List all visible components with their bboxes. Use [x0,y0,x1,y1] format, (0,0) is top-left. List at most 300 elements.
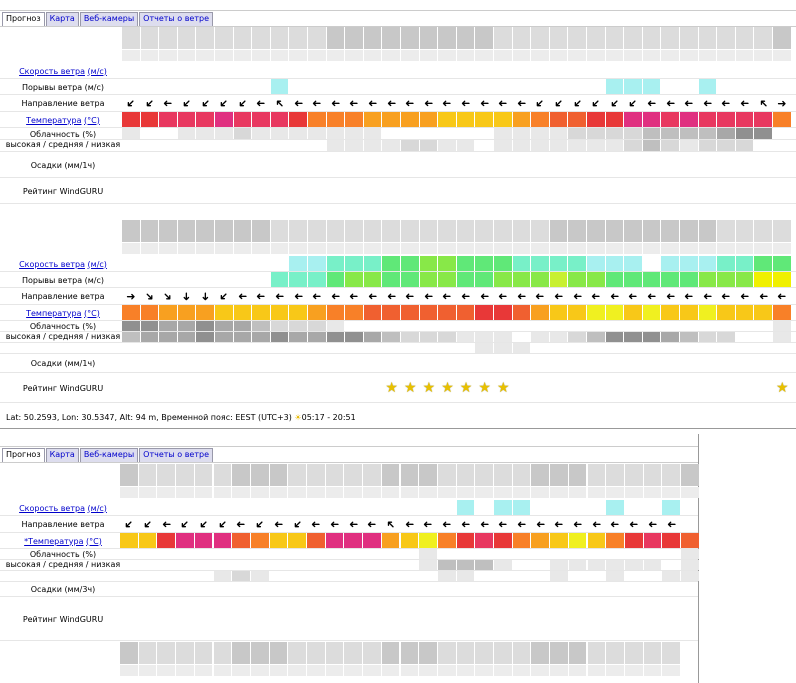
wrf2-unit-link-temp[interactable]: (°C) [84,308,100,318]
wrf1-temp-cell [196,112,214,127]
forecast-day [215,220,233,231]
forecast-date [606,653,624,664]
wrf1-cloud2-cell [736,140,754,151]
gfs1-cloud2-cell [195,560,213,570]
gfs1-wind-cell [139,500,157,515]
wind-direction-arrow-icon [196,288,214,305]
forecast-hour [176,487,194,498]
wrf1-cloud2-cell [699,140,717,151]
wrf1-cloud1-cell [122,128,140,139]
wind-direction-arrow-icon [587,95,605,112]
arrow-glyph: ➜ [236,518,246,531]
wrf1-wind-cell [494,63,512,78]
wind-direction-arrow-icon [699,288,717,305]
tab-forecast[interactable]: Прогноз [2,448,45,462]
forecast-date [288,653,306,664]
wrf2-cloud1-cell [289,321,307,331]
forecast-hour [122,243,140,254]
arrow-glyph: ➜ [498,97,508,110]
wind-direction-arrow-icon [606,95,624,112]
tab-map[interactable]: Карта [46,12,79,26]
forecast-hour [531,665,549,676]
arrow-glyph: ➜ [702,290,712,303]
wrf1-wind-cell [717,63,735,78]
wrf2-cloud2-cell [327,332,345,342]
forecast-date [326,653,344,664]
forecast-date [550,38,568,49]
wrf2-temp-cell [141,305,159,320]
wrf2-temp-cell [568,305,586,320]
arrow-glyph: ➜ [386,290,396,303]
wind-direction-arrow-icon [401,288,419,305]
gfs1-temp-cell [176,533,194,548]
forecast-day [196,27,214,38]
forecast-day [196,220,214,231]
forecast-day [513,464,531,475]
gfs1-cloud3-cell [251,571,269,581]
forecast-hour [531,50,549,61]
wind-direction-arrow-icon [120,516,138,533]
forecast-day [531,27,549,38]
forecast-date [587,231,605,242]
gfs1-cloud1-cell [176,549,194,559]
wrf2-gusts-cell [178,272,196,287]
forecast-hour [401,243,419,254]
wrf1-gusts-cell [401,79,419,94]
wrf2-gusts-cell [606,272,624,287]
arrow-glyph: ➜ [234,95,251,112]
wrf1-temp-cell [308,112,326,127]
arrow-glyph: ➜ [629,518,639,531]
forecast-day [513,642,531,653]
forecast-hour [717,243,735,254]
gfs1-temp-cell [513,533,531,548]
tab-webcams[interactable]: Веб-камеры [80,448,138,462]
wrf1-cloud1-cell [215,128,233,139]
tab-reports[interactable]: Отчеты о ветре [139,12,213,26]
forecast-hour [457,243,475,254]
forecast-hour [420,50,438,61]
wrf2-cloud1-cell [327,321,345,331]
wrf1-cloud1-cell [699,128,717,139]
forecast-date [438,38,456,49]
wrf1-cloud2-cell [234,140,252,151]
arrow-glyph: ➜ [665,97,675,110]
wrf1-gusts-cell [271,79,289,94]
arrow-glyph: ➜ [572,290,582,303]
forecast-hour [644,487,662,498]
gfs1-temp-cell [401,533,419,548]
forecast-hour [401,487,419,498]
forecast-date [606,475,624,486]
wrf2-gusts-cell [475,272,493,287]
wrf2-temp-cell [475,305,493,320]
wrf2-wind-cell [382,256,400,271]
forecast-hour [662,665,680,676]
arrow-glyph: ➜ [271,95,288,112]
gfs1-cloud1-cell [363,549,381,559]
wrf2-cloud1-cell [401,321,419,331]
wrf2-wind-cell [401,256,419,271]
wrf2-wind-cell [234,256,252,271]
wrf2-gusts-cell [364,272,382,287]
gfs1-label-link-temp[interactable]: *Температура [24,536,84,546]
gfs1-cloud2-cell [288,560,306,570]
wrf2-temp-cell [661,305,679,320]
wind-direction-arrow-icon [569,516,587,533]
gfs1-label-precip: Осадки (мм/3ч) [30,585,96,594]
forecast-day [215,27,233,38]
wrf2-wind-cell [699,256,717,271]
forecast-hour [587,50,605,61]
forecast-date [717,231,735,242]
wrf1-gusts-cell [215,79,233,94]
wrf1-gusts-cell [661,79,679,94]
forecast-date [232,653,250,664]
wrf1-gusts-cell [568,79,586,94]
tab-map[interactable]: Карта [46,448,79,462]
forecast-day [625,642,643,653]
wrf2-cloud3-cell [773,343,791,353]
wrf2-temp-cell [401,305,419,320]
wrf2-wind-cell [159,256,177,271]
forecast-day [178,220,196,231]
gfs1-cloud3-cell [214,571,232,581]
gfs1-wind-cell [494,500,512,515]
wind-direction-arrow-icon [438,516,456,533]
forecast-hour [438,487,456,498]
forecast-date [159,231,177,242]
wrf2-wind-cell [717,256,735,271]
forecast-date [625,653,643,664]
wind-direction-arrow-icon [457,288,475,305]
wrf2-gusts-cell [196,272,214,287]
wrf2-cloud2-cell [196,332,214,342]
wrf2-label-link-temp[interactable]: Температура [26,308,82,318]
forecast-hour [120,487,138,498]
forecast-day [680,220,698,231]
wind-direction-arrow-icon [327,288,345,305]
wrf2-gusts-cell [345,272,363,287]
forecast-day [494,220,512,231]
gfs1-cloud3-cell [625,571,643,581]
wrf1-cloud1-cell [754,128,772,139]
wrf2-label-precip: Осадки (мм/1ч) [30,359,96,368]
wrf2-cloud3-cell [215,343,233,353]
wrf2-wind-cell [587,256,605,271]
arrow-glyph: ➜ [777,290,787,303]
arrow-glyph: ➜ [122,95,139,112]
forecast-day [438,220,456,231]
wrf2-cloud3-cell [680,343,698,353]
wrf2-cloud3-cell [587,343,605,353]
wrf2-wind-cell [661,256,679,271]
wind-direction-arrow-icon [754,288,772,305]
wind-direction-arrow-icon [736,288,754,305]
forecast-day [457,220,475,231]
wrf1-gusts-cell [699,79,717,94]
wrf1-cloud2-cell [327,140,345,151]
wrf2-cloud2-cell [364,332,382,342]
wrf1-gusts-cell [141,79,159,94]
wrf2-cloud3-cell [754,343,772,353]
wrf2-cloud2-cell [699,332,717,342]
gfs1-cloud2-cell [550,560,568,570]
forecast-hour [699,243,717,254]
wrf2-cloud2-cell [345,332,363,342]
wrf2-temp-cell [196,305,214,320]
forecast-date [214,475,232,486]
wrf2-cloud1-cell [568,321,586,331]
forecast-date [550,231,568,242]
forecast-hour [513,665,531,676]
arrow-glyph: ➜ [367,290,378,303]
gfs1-label-link-wind[interactable]: Скорость ветра [19,503,85,513]
forecast-day [141,27,159,38]
forecast-hour [122,50,140,61]
wrf1-wind-cell [550,63,568,78]
wrf2-wind-cell [643,256,661,271]
forecast-date [289,38,307,49]
wrf1-gusts-cell [420,79,438,94]
arrow-glyph: ➜ [404,518,414,531]
arrow-glyph: ➜ [591,290,601,303]
arrow-glyph: ➜ [273,518,284,531]
forecast-hour [475,487,493,498]
gfs1-temp-cell [251,533,269,548]
wrf1-cloud1-cell [717,128,735,139]
wrf1-gusts-cell [773,79,791,94]
wind-direction-arrow-icon [214,516,232,533]
forecast-hour [419,665,437,676]
wind-direction-arrow-icon [196,95,214,112]
wrf1-label-link-temp[interactable]: Температура [26,115,82,125]
forecast-hour [661,243,679,254]
wrf2-unit-link-wind[interactable]: (м/с) [87,259,107,269]
wind-direction-arrow-icon [773,288,791,305]
wrf2-cloud3-cell [513,343,531,353]
wind-direction-arrow-icon [661,288,679,305]
forecast-day [288,464,306,475]
arrow-glyph: ➜ [532,95,548,112]
wind-direction-arrow-icon [717,95,735,112]
wrf2-temp-cell [271,305,289,320]
tab-reports[interactable]: Отчеты о ветре [139,448,213,462]
forecast-day [159,220,177,231]
forecast-date [251,475,269,486]
arrow-glyph: ➜ [684,290,694,303]
wrf1-wind-cell [513,63,531,78]
wrf1-temp-cell [438,112,456,127]
wrf1-temp-cell [141,112,159,127]
forecast-day [195,642,213,653]
arrow-glyph: ➜ [197,95,214,112]
arrow-glyph: ➜ [312,97,322,110]
wind-direction-arrow-icon [251,516,269,533]
wrf2-gusts-cell [271,272,289,287]
forecast-day [550,27,568,38]
forecast-hour [606,665,624,676]
arrow-glyph: ➜ [349,290,359,303]
wind-direction-arrow-icon [215,95,233,112]
forecast-day [475,464,493,475]
gfs1-cloud3-cell [382,571,400,581]
arrow-glyph: ➜ [161,518,171,531]
wrf2-cloud1-cell [308,321,326,331]
forecast-day [271,27,289,38]
wrf2-cloud1-cell [494,321,512,331]
wind-direction-arrow-icon [531,95,549,112]
gfs1-cloud1-cell [344,549,362,559]
tab-webcams[interactable]: Веб-камеры [80,12,138,26]
wrf2-cloud3-cell [141,343,159,353]
wrf1-gusts-cell [606,79,624,94]
forecast-day [681,464,699,475]
forecast-day [606,220,624,231]
wind-direction-arrow-icon [550,95,568,112]
gfs1-temp-cell [288,533,306,548]
wrf1-cloud1-cell [513,128,531,139]
forecast-date [531,38,549,49]
gfs1-temp-cell [307,533,325,548]
wrf2-cloud3-cell [550,343,568,353]
arrow-glyph: ➜ [367,97,378,110]
forecast-date [644,653,662,664]
wind-direction-arrow-icon [308,288,326,305]
wrf1-gusts-cell [308,79,326,94]
gfs1-unit-link-temp[interactable]: (°C) [86,536,102,546]
forecast-hour [531,487,549,498]
forecast-hour [736,50,754,61]
gfs1-unit-link-wind[interactable]: (м/с) [87,503,107,513]
tab-forecast[interactable]: Прогноз [2,12,45,26]
wrf1-label-link-wind[interactable]: Скорость ветра [19,66,85,76]
forecast-date [475,475,493,486]
wind-direction-arrow-icon [475,516,493,533]
wrf2-temp-cell [531,305,549,320]
wrf2-cloud2-cell [308,332,326,342]
forecast-day [588,464,606,475]
wrf1-temp-cell [717,112,735,127]
wrf2-cloud2-cell [457,332,475,342]
wind-direction-arrow-icon [773,95,791,112]
forecast-hour [327,243,345,254]
wrf2-gusts-cell [215,272,233,287]
forecast-date [139,653,157,664]
forecast-hour [159,243,177,254]
forecast-day [717,220,735,231]
wrf2-temp-cell [382,305,400,320]
wrf2-cloud3-cell [308,343,326,353]
wind-direction-arrow-icon [363,516,381,533]
forecast-day [643,220,661,231]
forecast-day [494,464,512,475]
wrf2-cloud1-cell [773,321,791,331]
wrf2-label-link-wind[interactable]: Скорость ветра [19,259,85,269]
forecast-hour [754,50,772,61]
forecast-day [661,27,679,38]
gfs1-wind-cell [363,500,381,515]
wrf1-unit-link-temp[interactable]: (°C) [84,115,100,125]
forecast-date [625,475,643,486]
forecast-hour [382,487,400,498]
wrf1-cloud2-cell [568,140,586,151]
wrf1-gusts-cell [382,79,400,94]
wind-direction-arrow-icon [438,288,456,305]
gfs1-cloud2-cell [475,560,493,570]
wrf2-wind-cell [568,256,586,271]
wrf1-cloud2-cell [308,140,326,151]
forecast-day [419,642,437,653]
gfs1-cloud3-cell [550,571,568,581]
forecast-day [382,27,400,38]
forecast-date [438,231,456,242]
wrf2-cloud2-cell [587,332,605,342]
arrow-glyph: ➜ [755,95,772,112]
forecast-date [326,475,344,486]
wrf1-label-dir: Направление ветра [21,99,105,108]
wrf2-cloud2-cell [271,332,289,342]
arrow-glyph: ➜ [195,516,212,533]
forecast-hour [215,243,233,254]
forecast-day [308,27,326,38]
wind-direction-arrow-icon [252,288,270,305]
gfs1-wind-cell [326,500,344,515]
wrf1-gusts-cell [327,79,345,94]
forecast-hour [680,243,698,254]
gfs1-temp-cell [232,533,250,548]
wind-direction-arrow-icon [401,516,419,533]
wrf2-wind-cell [178,256,196,271]
wrf1-wind-cell [271,63,289,78]
wrf2-gusts-cell [401,272,419,287]
wrf2-precip-value [122,354,141,373]
wrf1-unit-link-wind[interactable]: (м/с) [87,66,107,76]
wrf1-temp-cell [643,112,661,127]
forecast-day [644,464,662,475]
forecast-date [736,38,754,49]
arrow-glyph: ➜ [274,290,285,303]
wrf1-cloud2-cell [457,140,475,151]
gfs1-cloud3-cell [157,571,175,581]
gfs1-wind-cell [550,500,568,515]
wrf2-label-rating: Рейтинг WindGURU [22,383,104,393]
gfs1-cloud3-cell [681,571,699,581]
forecast-day [568,27,586,38]
gfs1-temp-cell [157,533,175,548]
arrow-glyph: ➜ [442,97,452,110]
wrf1-cloud1-cell [271,128,289,139]
second-header [0,436,698,447]
arrow-glyph: ➜ [256,97,266,110]
gfs1-temp-cell [326,533,344,548]
arrow-glyph: ➜ [460,290,471,303]
forecast-date [624,38,642,49]
wrf1-cloud1-cell [141,128,159,139]
wrf1-temp-cell [234,112,252,127]
wrf2-cloud2-cell [754,332,772,342]
gfs1-wind-cell [232,500,250,515]
forecast-day [644,642,662,653]
wrf1-cloud1-cell [178,128,196,139]
wrf1-cloud2-cell [215,140,233,151]
wind-direction-arrow-icon [308,95,326,112]
wrf2-cloud2-cell [568,332,586,342]
gfs1-label-dir: Направление ветра [21,520,105,529]
wrf2-cloud3-cell [364,343,382,353]
arrow-glyph: ➜ [442,518,452,531]
wrf2-temp-cell [345,305,363,320]
